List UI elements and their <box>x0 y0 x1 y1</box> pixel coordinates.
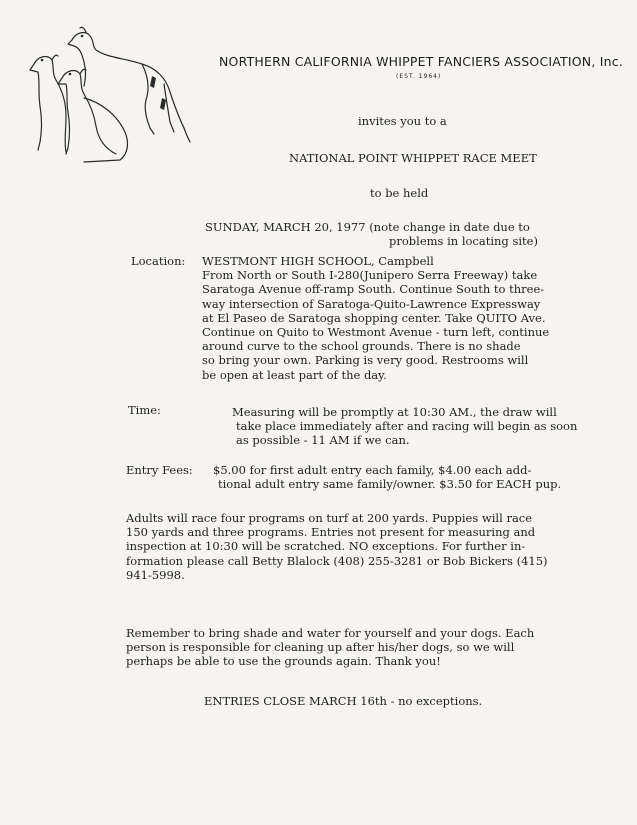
organization-name: NORTHERN CALIFORNIA WHIPPET FANCIERS ASSOCIATION, Inc. <box>219 54 623 69</box>
established-year: (EST. 1964) <box>396 73 442 80</box>
event-date: SUNDAY, MARCH 20, 1977 (note change in date due to <box>205 220 530 234</box>
reminder-line: person is responsible for cleaning up after his/her dogs, so we will <box>126 640 515 655</box>
time-label: Time: <box>128 403 161 417</box>
location-line: Saratoga Avenue off-ramp South. Continue South to three- <box>202 282 545 297</box>
whippets-logo-illustration <box>24 18 194 168</box>
race-details <box>126 511 548 582</box>
reminder-line: perhaps be able to use the grounds again. Thank you! <box>126 654 441 669</box>
reminder-paragraph <box>126 626 534 669</box>
to-be-held-line: to be held <box>370 186 429 200</box>
race-line: inspection at 10:30 will be scratched. NO exceptions. For further in- <box>126 539 526 554</box>
location-line: From North or South I-280(Junipero Serra Freeway) take <box>202 268 538 283</box>
location-text <box>202 254 549 382</box>
location-line: way intersection of Saratoga-Quito-Lawrence Expressway <box>202 296 541 311</box>
race-line: formation please call Betty Blalock (408) 255-3281 or Bob Bickers (415) <box>126 553 548 568</box>
location-line: Continue on Quito to Westmont Avenue - turn left, continue <box>202 325 550 340</box>
entry-fees-text <box>213 463 561 491</box>
race-line: Adults will race four programs on turf at 200 yards. Puppies will race <box>126 511 533 525</box>
race-line: 150 yards and three programs. Entries not present for measuring and <box>126 525 536 540</box>
time-line: Measuring will be promptly at 10:30 AM., the draw will <box>232 405 557 419</box>
location-line: be open at least part of the day. <box>202 367 387 382</box>
location-label: Location: <box>131 254 186 268</box>
location-line: at El Paseo de Saratoga shopping center. Take QUITO Ave. <box>202 310 546 325</box>
entry-fees-label: Entry Fees: <box>126 463 193 477</box>
fees-line: tional adult entry same family/owner. $3.50 for EACH pup. <box>218 477 562 492</box>
event-date-note: problems in locating site) <box>389 234 538 248</box>
fees-line: $5.00 for first adult entry each family, $4.00 each add- <box>213 463 532 477</box>
location-line: so bring your own. Parking is very good. Restrooms will <box>202 353 529 368</box>
time-text <box>232 405 577 448</box>
location-line: around curve to the school grounds. There is no shade <box>202 339 521 354</box>
time-line: as possible - 11 AM if we can. <box>236 433 410 448</box>
reminder-line: Remember to bring shade and water for yourself and your dogs. Each <box>126 626 535 640</box>
event-title: NATIONAL POINT WHIPPET RACE MEET <box>289 151 537 165</box>
entries-close-notice: ENTRIES CLOSE MARCH 16th - no exceptions. <box>204 694 483 708</box>
location-line: WESTMONT HIGH SCHOOL, Campbell <box>202 254 434 268</box>
time-line: take place immediately after and racing will begin as soon <box>236 419 578 434</box>
race-line: 941-5998. <box>126 567 185 582</box>
invite-line: invites you to a <box>358 114 447 128</box>
